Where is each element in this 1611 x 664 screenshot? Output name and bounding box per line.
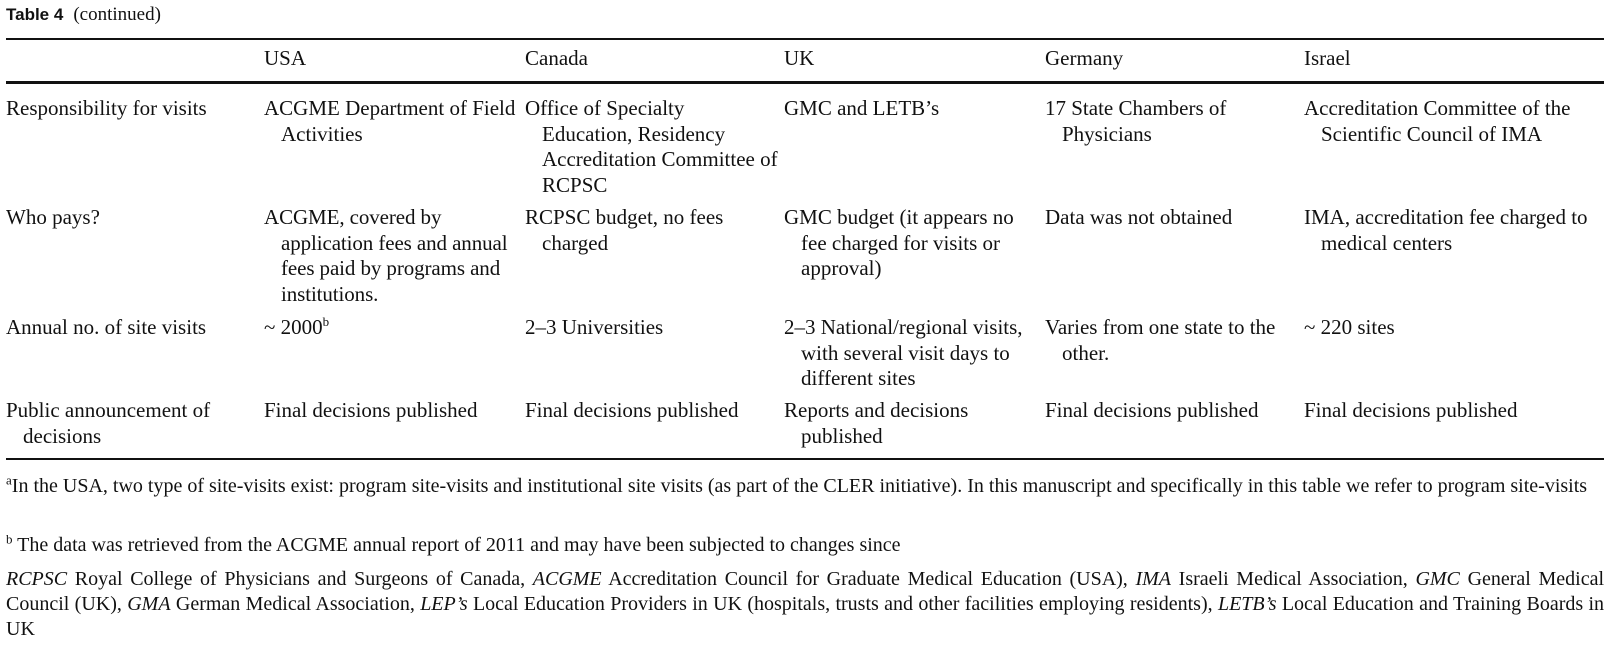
cell-public-announcement-usa: Final decisions published: [264, 398, 478, 422]
column-header-israel: Israel: [1304, 46, 1351, 70]
cell-public-announcement-canada: Final decisions published: [525, 398, 739, 422]
table-caption: [6, 4, 161, 26]
abbr-def-gma: German Medical Association,: [175, 593, 415, 615]
cell-public-announcement-uk: Reports and decisions published: [784, 398, 969, 448]
abbr-def-rcpsc: Royal College of Physicians and Surgeons of Canada,: [74, 568, 526, 590]
footnote-a-mark: a: [6, 472, 12, 488]
bottom-rule: [6, 458, 1604, 460]
abbr-def-gmc: General Medical Council (UK),: [6, 568, 1605, 615]
footnote-marker-b: b: [322, 314, 330, 329]
cell-responsibility-germany: 17 State Chambers of Physicians: [1045, 96, 1227, 146]
abbr-term-acgme: ACGME: [532, 568, 602, 590]
column-header-germany: Germany: [1045, 46, 1124, 70]
cell-responsibility-canada: Office of Specialty Education, Residency Accreditation Committee of RCPSC: [525, 96, 778, 197]
cell-annual-visits-usa: ~ 2000$^b$: [264, 314, 330, 339]
row-label-annual-visits: Annual no. of site visits: [6, 315, 207, 339]
row-label-responsibility: Responsibility for visits: [6, 96, 207, 120]
cell-annual-visits-canada: 2–3 Universities: [525, 315, 664, 339]
row-label-who-pays: Who pays?: [6, 205, 100, 229]
abbr-term-gma: GMA: [127, 593, 171, 615]
abbr-term-rcpsc: RCPSC: [6, 568, 68, 590]
cell-who-pays-canada: RCPSC budget, no fees charged: [525, 205, 724, 255]
table-caption-text: (continued): [73, 4, 161, 25]
abbr-term-leps: LEP’s: [420, 593, 468, 615]
footnote-a: [6, 474, 1604, 499]
abbr-def-ima: Israeli Medical Association,: [1178, 568, 1408, 590]
abbr-def-leps: Local Education Providers in UK (hospitals, trusts and other facilities employing residents),: [472, 593, 1213, 615]
cell-responsibility-usa: ACGME Department of Field Activities: [264, 96, 516, 146]
cell-responsibility-israel: Accreditation Committee of the Scientific Council of IMA: [1304, 96, 1571, 146]
abbr-term-ima: IMA: [1135, 568, 1172, 590]
abbreviations-note: [6, 567, 1604, 642]
column-header-usa: USA: [264, 46, 307, 70]
cell-responsibility-uk: GMC and LETB’s: [784, 96, 940, 120]
abbr-term-letbs: LETB’s: [1217, 593, 1277, 615]
cell-public-announcement-germany: Final decisions published: [1045, 398, 1259, 422]
footnote-b: [6, 533, 1604, 558]
cell-annual-visits-uk: 2–3 National/regional visits, with several visit days to different sites: [784, 315, 1023, 390]
abbr-def-letbs: Local Education and Training Boards in UK: [6, 593, 1605, 640]
cell-annual-visits-germany: Varies from one state to the other.: [1045, 315, 1276, 365]
cell-who-pays-uk: GMC budget (it appears no fee charged for visits or approval): [784, 205, 1014, 280]
cell-annual-visits-israel: ~ 220 sites: [1304, 315, 1395, 339]
column-header-uk: UK: [784, 46, 815, 70]
cell-who-pays-israel: IMA, accreditation fee charged to medical centers: [1304, 205, 1588, 255]
row-label-public-announcement: Public announcement of decisions: [6, 398, 211, 448]
cell-public-announcement-israel: Final decisions published: [1304, 398, 1518, 422]
footnote-b-text: The data was retrieved from the ACGME annual report of 2011 and may have been subjected to changes since: [17, 534, 901, 556]
cell-who-pays-usa: ACGME, covered by application fees and annual fees paid by programs and institutions.: [264, 205, 508, 306]
header-rule: [6, 81, 1604, 84]
table-number: Table 4: [6, 5, 64, 24]
abbr-term-gmc: GMC: [1415, 568, 1460, 590]
cell-who-pays-germany: Data was not obtained: [1045, 205, 1233, 229]
column-header-canada: Canada: [525, 46, 588, 70]
footnote-a-text: In the USA, two type of site-visits exist: program site-visits and institutional site visits (as part of the CLER initiative). In this manuscript and specifically in this table we refer to program site-visits: [11, 475, 1588, 497]
top-rule: [6, 38, 1604, 40]
abbr-def-acgme: Accreditation Council for Graduate Medical Education (USA),: [608, 568, 1128, 590]
footnote-b-mark: b: [6, 531, 13, 547]
